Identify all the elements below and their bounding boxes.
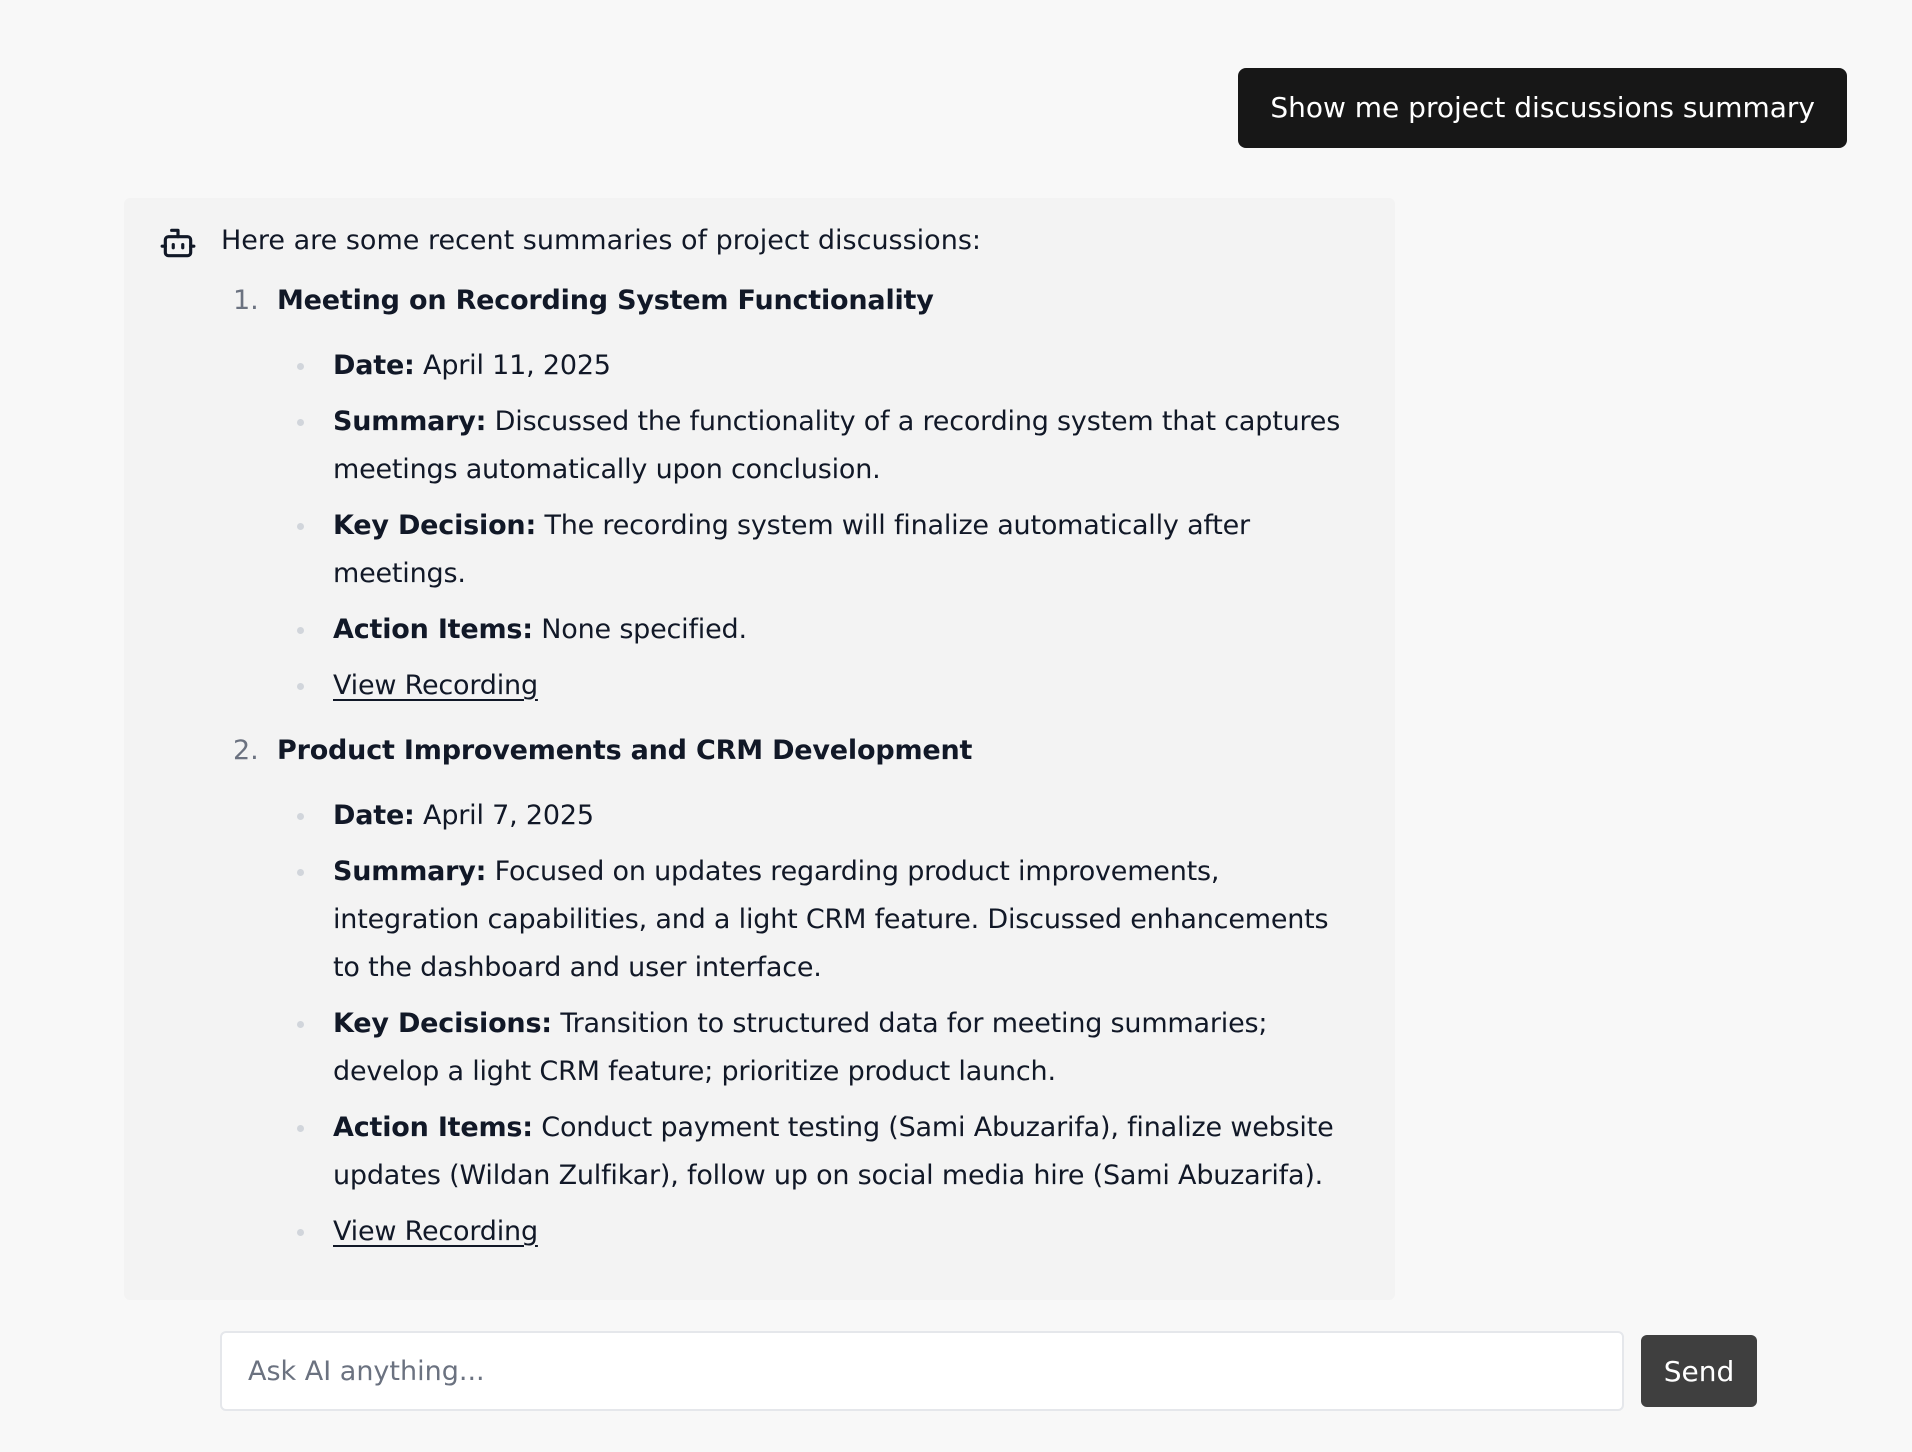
discussion-number: 1. (233, 285, 259, 316)
assistant-intro: Here are some recent summaries of project discussions: (221, 225, 981, 256)
chat-input[interactable] (220, 1331, 1624, 1411)
discussion-item (221, 732, 1355, 1256)
summary-value: Focused on updates regarding product improvements, integration capabilities, and a light CRM feature. Discussed enhancements to the dashboard and user interface. (333, 856, 1329, 983)
send-button[interactable]: Send (1641, 1335, 1757, 1407)
key-decision-value: The recording system will finalize automatically after meetings. (333, 510, 1250, 589)
detail-date (277, 342, 1355, 390)
key-decisions-value: Transition to structured data for meeting summaries; develop a light CRM feature; prioritize product launch. (333, 1008, 1268, 1087)
date-label: Date: (333, 350, 415, 381)
action-items-value: Conduct payment testing (Sami Abuzarifa), finalize website updates (Wildan Zulfikar), follow up on social media hire (Sami Abuzarifa). (333, 1112, 1334, 1191)
discussion-details (277, 342, 1355, 710)
detail-key-decision (277, 502, 1355, 598)
view-recording-link[interactable]: View Recording (333, 670, 538, 701)
action-items-value: None specified. (541, 614, 747, 645)
summary-label: Summary: (333, 406, 487, 437)
date-value: April 11, 2025 (423, 350, 611, 381)
detail-recording (277, 1208, 1355, 1256)
date-label: Date: (333, 800, 415, 831)
bot-icon (159, 224, 197, 262)
user-message-bubble: Show me project discussions summary (1238, 68, 1847, 148)
discussion-item (221, 282, 1355, 710)
discussion-number: 2. (233, 735, 259, 766)
detail-summary (277, 848, 1355, 992)
action-items-label: Action Items: (333, 1112, 533, 1143)
discussion-list (221, 282, 1355, 1256)
detail-date (277, 792, 1355, 840)
assistant-message (124, 198, 1395, 1300)
view-recording-link[interactable]: View Recording (333, 1216, 538, 1247)
detail-action-items (277, 1104, 1355, 1200)
action-items-label: Action Items: (333, 614, 533, 645)
summary-label: Summary: (333, 856, 487, 887)
discussion-details (277, 792, 1355, 1256)
key-decisions-label: Key Decisions: (333, 1008, 552, 1039)
key-decision-label: Key Decision: (333, 510, 537, 541)
summary-value: Discussed the functionality of a recording system that captures meetings automatically upon conclusion. (333, 406, 1341, 485)
detail-action-items (277, 606, 1355, 654)
discussion-title: Product Improvements and CRM Development (277, 735, 973, 766)
discussion-title: Meeting on Recording System Functionality (277, 285, 934, 316)
detail-recording (277, 662, 1355, 710)
detail-summary (277, 398, 1355, 494)
date-value: April 7, 2025 (423, 800, 594, 831)
detail-key-decisions (277, 1000, 1355, 1096)
